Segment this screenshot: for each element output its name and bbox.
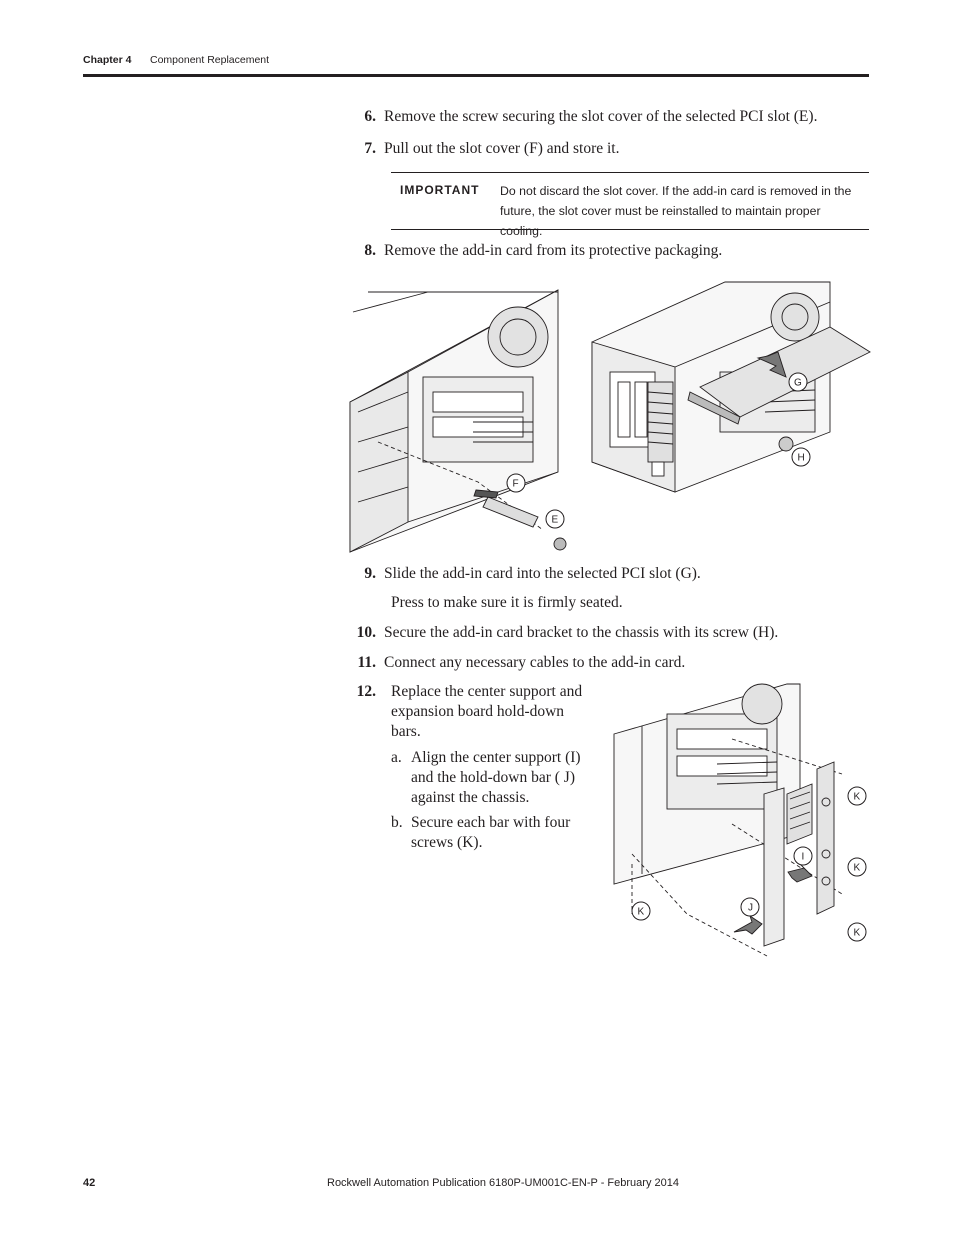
callout-j [741,898,759,916]
important-line-2: future, the slot cover must be reinstalled to maintain proper cooling. [500,204,821,238]
figure-support-bars [612,684,874,966]
step-number: 12. [356,683,376,700]
substep-b-text [411,813,570,853]
step-text: Remove the screw securing the slot cover of the selected PCI slot (E). [384,108,818,125]
callout-e [546,510,564,528]
svg-text:I: I [801,851,805,863]
chapter-title: Component Replacement [150,54,270,66]
svg-text:K: K [853,791,861,803]
svg-text:K: K [637,906,645,918]
callout-g [789,373,807,391]
svg-text:G: G [794,377,802,389]
callout-f [507,474,525,492]
substep-b-label: b. [391,814,403,831]
step-text: Secure the add-in card bracket to the chassis with its screw (H). [384,624,779,641]
svg-text:J: J [748,902,753,914]
step-text: Slide the add-in card into the selected PCI slot (G). [384,565,701,582]
important-callout [391,172,869,238]
callout-h [792,448,810,466]
step-text: Connect any necessary cables to the add-in card. [384,654,686,671]
important-label: IMPORTANT [400,183,480,197]
step-12-line: expansion board hold-down [391,703,565,720]
svg-text:K: K [853,862,861,874]
svg-text:E: E [551,514,559,526]
screw-icon [779,437,793,451]
figure-slot-cover-removal [348,282,563,557]
callout-k-right-middle [848,858,866,876]
header-rule [83,74,869,77]
step-text: Remove the add-in card from its protective packaging. [384,242,723,259]
svg-text:F: F [512,478,519,490]
substep-b-line: Secure each bar with four [411,814,571,831]
step-12-line: Replace the center support and [391,683,583,700]
substep-a-text [411,748,581,808]
svg-text:K: K [853,927,861,939]
callout-i [794,847,812,865]
callout-k-right-top [848,787,866,805]
substep-a-label: a. [391,749,402,766]
step-number: 11. [357,654,376,671]
substep-a-line: against the chassis. [411,789,530,806]
publication-info: Rockwell Automation Publication 6180P-UM001C-EN-P - February 2014 [327,1177,679,1189]
step-12-line: bars. [391,723,421,740]
substep-a-line: Align the center support (I) [411,749,581,766]
callout-k-right-bottom [848,923,866,941]
step-number: 8. [364,242,376,259]
callout-k-left [632,902,650,920]
step-9-note: Press to make sure it is firmly seated. [391,594,623,611]
step-12-text [391,682,582,742]
step-number: 10. [356,624,376,641]
chapter-label: Chapter 4 [83,54,132,66]
step-text: Pull out the slot cover (F) and store it. [384,140,620,157]
svg-text:H: H [797,452,805,464]
important-line-1: Do not discard the slot cover. If the add-in card is removed in the [500,184,852,198]
substep-b-line: screws (K). [411,834,483,851]
step-number: 6. [364,108,376,125]
important-text [500,181,866,241]
page-number: 42 [83,1177,96,1189]
substep-a-line: and the hold-down bar ( J) [411,769,575,786]
step-number: 7. [364,140,376,157]
step-number: 9. [364,565,376,582]
figure-card-insertion [590,282,872,497]
